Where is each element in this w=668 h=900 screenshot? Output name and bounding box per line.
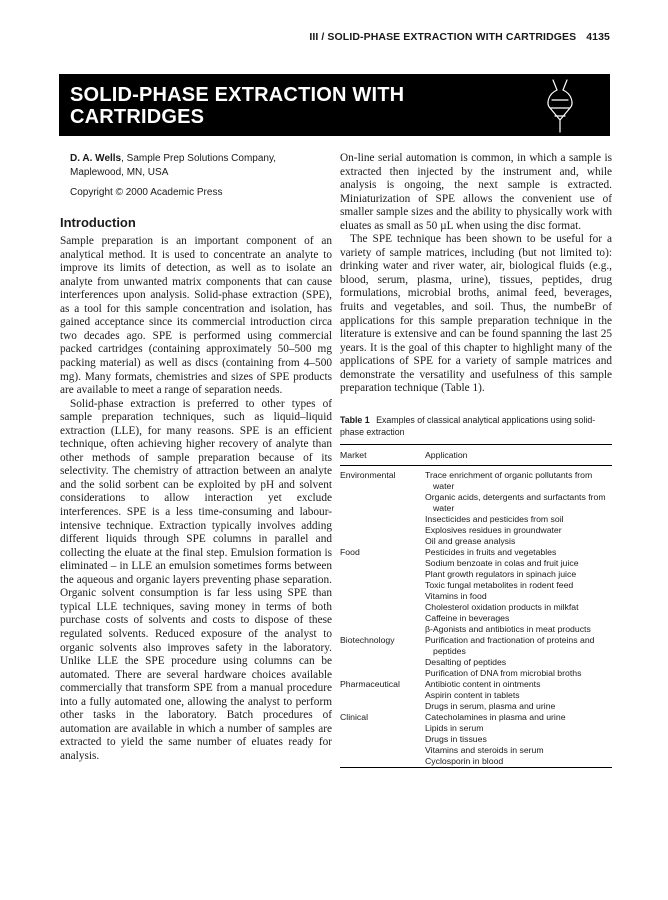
application-item: Explosives residues in groundwater	[425, 524, 562, 535]
application-item: Sodium benzoate in colas and fruit juice	[425, 557, 579, 568]
table-header-market: Market	[340, 444, 425, 465]
application-item: Drugs in tissues	[425, 733, 487, 744]
table-caption	[340, 414, 612, 438]
application-cell	[425, 547, 612, 635]
copyright-notice: Copyright © 2000 Academic Press	[70, 187, 223, 198]
intro-paragraph-1: Sample preparation is an important component of an analytical method. It is used to concentrate an analyte to improve its limits of detection, as well as to isolate an analyte from unwanted matrix components that can cause interferences upon analysis. Solid-phase extraction (SPE), as a tool for this sample concentration and isolation, has gained acceptance since its commercial introduction circa two decades ago. SPE is performed using commercial packed cartridges (containing approximately 50–500 mg packing material) as well as discs (containing from 4–500 mg). Many formats, chemistries and sizes of SPE products are available to meet a range of separation needs.	[60, 235, 332, 397]
application-cell	[425, 635, 612, 679]
market-cell: Biotechnology	[340, 634, 395, 645]
application-item: Vitamins in food	[425, 590, 487, 601]
table-bottom-rule	[340, 767, 612, 770]
author-line	[70, 152, 332, 180]
separatory-funnel-icon	[542, 78, 578, 134]
applications-table	[340, 444, 612, 770]
chapter-title-line1: SOLID-PHASE EXTRACTION WITH	[70, 84, 405, 106]
right-column	[340, 152, 612, 770]
application-item: Drugs in serum, plasma and urine	[425, 700, 556, 711]
application-item: Purification and fractionation of proteins and peptides	[425, 634, 595, 656]
table-row	[340, 465, 612, 547]
section-heading: Introduction	[60, 214, 136, 230]
author-affiliation-2: Maplewood, MN, USA	[70, 167, 169, 178]
application-item: Desalting of peptides	[425, 656, 507, 667]
right-paragraph-1: On-line serial automation is common, in which a sample is extracted then injected by the instrument and, while analysis is ongoing, the next sample is extracted. Miniaturization of SPE allows the convenient use of smaller sample sizes and the ability to physically work with eluates as small as 50 µL when using the disc format.	[340, 152, 612, 232]
right-paragraph-2: The SPE technique has been shown to be useful for a variety of sample matrices, including (but not limited to): drinking water and river water, air, biological fluids (e.g., blood, serum, plasma, urine), tissues, peptides, drug formulations, microbial broths, animal feed, beverages, fruits and vegetables, and soil. Thus, the numbeBr of applications for this sample preparation technique in the literature is extensive and can be found spanning the last 25 years. It is the goal of this chapter to highlight many of the applications of SPE for a variety of sample matrices and demonstrate the versatility and usefulness of this sample preparation technique (Table 1).	[340, 233, 612, 395]
chapter-title-line2: CARTRIDGES	[70, 106, 205, 128]
application-item: Vitamins and steroids in serum	[425, 744, 544, 755]
page-number: 4135	[586, 31, 610, 43]
application-item: Purification of DNA from microbial broths	[425, 667, 582, 678]
application-item: Cholesterol oxidation products in milkfat	[425, 601, 579, 612]
chapter-title	[70, 84, 404, 128]
table-row	[340, 712, 612, 768]
application-item: Plant growth regulators in spinach juice	[425, 568, 577, 579]
application-item: Organic acids, detergents and surfactants from water	[425, 491, 606, 513]
application-item: Oil and grease analysis	[425, 535, 516, 546]
author-name: D. A. Wells	[70, 153, 122, 164]
author-affiliation-1: , Sample Prep Solutions Company,	[121, 153, 277, 164]
table-label: Table 1	[340, 414, 370, 425]
running-head	[0, 31, 610, 43]
table-header-application: Application	[425, 444, 612, 465]
application-item: Aspirin content in tablets	[425, 689, 520, 700]
application-cell	[425, 465, 612, 547]
application-cell	[425, 679, 612, 712]
application-item: Antibiotic content in ointments	[425, 678, 541, 689]
market-cell: Pharmaceutical	[340, 678, 400, 689]
application-item: Cyclosporin in blood	[425, 755, 504, 766]
table-row	[340, 635, 612, 679]
table-body	[340, 465, 612, 767]
table-caption-text: Examples of classical analytical applications using solid-phase extraction	[340, 414, 596, 437]
application-item: β-Agonists and antibiotics in meat products	[425, 623, 591, 634]
application-item: Lipids in serum	[425, 722, 484, 733]
application-item: Insecticides and pesticides from soil	[425, 513, 564, 524]
chapter-title-banner	[59, 74, 610, 136]
application-item: Catecholamines in plasma and urine	[425, 711, 566, 722]
market-cell: Food	[340, 546, 360, 557]
table-header-row	[340, 444, 612, 465]
market-cell: Clinical	[340, 711, 369, 722]
application-item: Trace enrichment of organic pollutants from water	[425, 469, 593, 491]
application-cell	[425, 712, 612, 768]
intro-paragraph-2: Solid-phase extraction is preferred to other types of sample preparation techniques, such as liquid–liquid extraction (LLE), for many reasons. SPE is an efficient technique, often achieving higher recovery of analyte than other methods of sample preparation because of its selectivity. The chemistry of attraction between an analyte and the solid sorbent can be exploited by pH and solvent considerations to allow interaction yet exclude interferences. SPE is a less time-consuming and labour-intensive technique. Extraction typically involves adding different liquids through SPE columns in parallel and collecting the eluate at the final step. Emulsion formation is eliminated – in LLE an emulsion sometimes forms between the aqueous and organic layers preventing phase separation. Organic solvent consumption is far less using SPE than typical LLE techniques, saving money in terms of both purchase costs of solvents and costs to dispose of these regulated solvents. Reduced exposure of the analyst to organic solvents also improves safety in the laboratory. Unlike LLE the SPE procedure using columns can be automated. There are several hardware choices available commercially that transform SPE from a manual procedure into a fully automated one, allowing the analyst to perform other tasks in the laboratory. Batch procedures of automation are available in which a number of samples are extracted to yield the same number of eluates ready for analysis.	[60, 397, 332, 762]
table-row	[340, 679, 612, 712]
application-item: Pesticides in fruits and vegetables	[425, 546, 557, 557]
left-column	[60, 152, 332, 763]
table-row	[340, 547, 612, 635]
market-cell: Environmental	[340, 469, 396, 480]
application-item: Toxic fungal metabolites in rodent feed	[425, 579, 574, 590]
running-head-title: III / SOLID-PHASE EXTRACTION WITH CARTRIDGES	[309, 31, 577, 43]
application-item: Caffeine in beverages	[425, 612, 510, 623]
